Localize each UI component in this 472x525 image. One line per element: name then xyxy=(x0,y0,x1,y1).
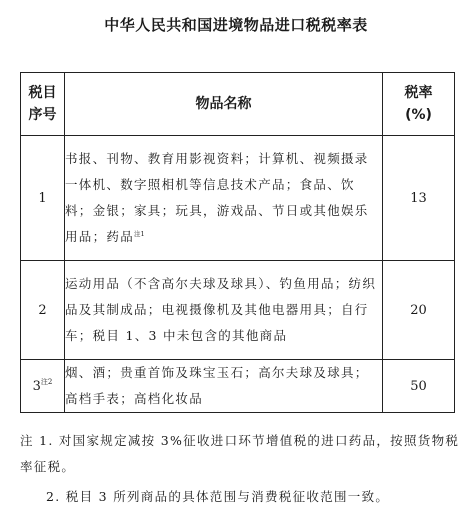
footnote-2: 2. 税目 3 所列商品的具体范围与消费税征收范围一致。 xyxy=(46,489,390,504)
row-goods xyxy=(65,360,383,413)
footnote-mark: 注1 xyxy=(134,230,145,238)
header-rate-line1: 税率 xyxy=(404,85,433,101)
row-code-value: 1 xyxy=(38,190,47,206)
row-rate-value: 50 xyxy=(410,378,427,394)
page-title: 中华人民共和国进境物品进口税税率表 xyxy=(104,16,368,34)
table-row xyxy=(21,261,455,360)
footnote-1: 注 1. 对国家规定减按 3%征收进口环节增值税的进口药品，按照货物税率征税。 xyxy=(20,433,460,474)
row-goods xyxy=(65,136,383,261)
row-goods-text: 烟、酒；贵重首饰及珠宝玉石；高尔夫球及球具；高档手表；高档化妆品 xyxy=(65,365,369,406)
row-code-value: 2 xyxy=(38,302,47,318)
row-rate xyxy=(383,360,455,413)
tax-rate-table xyxy=(20,72,455,413)
row-code xyxy=(21,136,65,261)
row-rate-value: 20 xyxy=(410,302,427,318)
row-rate xyxy=(383,136,455,261)
header-code-line1: 税目 xyxy=(28,85,57,101)
table-row xyxy=(21,136,455,261)
table-header-row xyxy=(21,73,455,136)
row-code xyxy=(21,360,65,413)
row-rate-value: 13 xyxy=(410,190,427,206)
header-name xyxy=(65,73,383,136)
header-rate xyxy=(383,73,455,136)
header-rate-line2: (%) xyxy=(405,107,432,123)
header-code xyxy=(21,73,65,136)
row-code-value: 3 xyxy=(32,378,41,394)
footnote-mark: 注2 xyxy=(40,377,53,386)
row-goods xyxy=(65,261,383,360)
row-goods-text: 运动用品（不含高尔夫球及球具）、钓鱼用品；纺织品及其制成品；电视摄像机及其他电器用具；自行车；税目 1、3 中未包含的其他商品 xyxy=(65,276,377,343)
row-goods-text: 书报、刊物、教育用影视资料；计算机、视频摄录一体机、数字照相机等信息技术产品；食品、饮料；金银；家具；玩具，游戏品、节日或其他娱乐用品；药品 xyxy=(65,151,369,244)
table-row xyxy=(21,360,455,413)
footnotes xyxy=(20,428,460,510)
header-name-label: 物品名称 xyxy=(195,96,252,112)
row-rate xyxy=(383,261,455,360)
row-code xyxy=(21,261,65,360)
header-code-line2: 序号 xyxy=(28,107,57,123)
